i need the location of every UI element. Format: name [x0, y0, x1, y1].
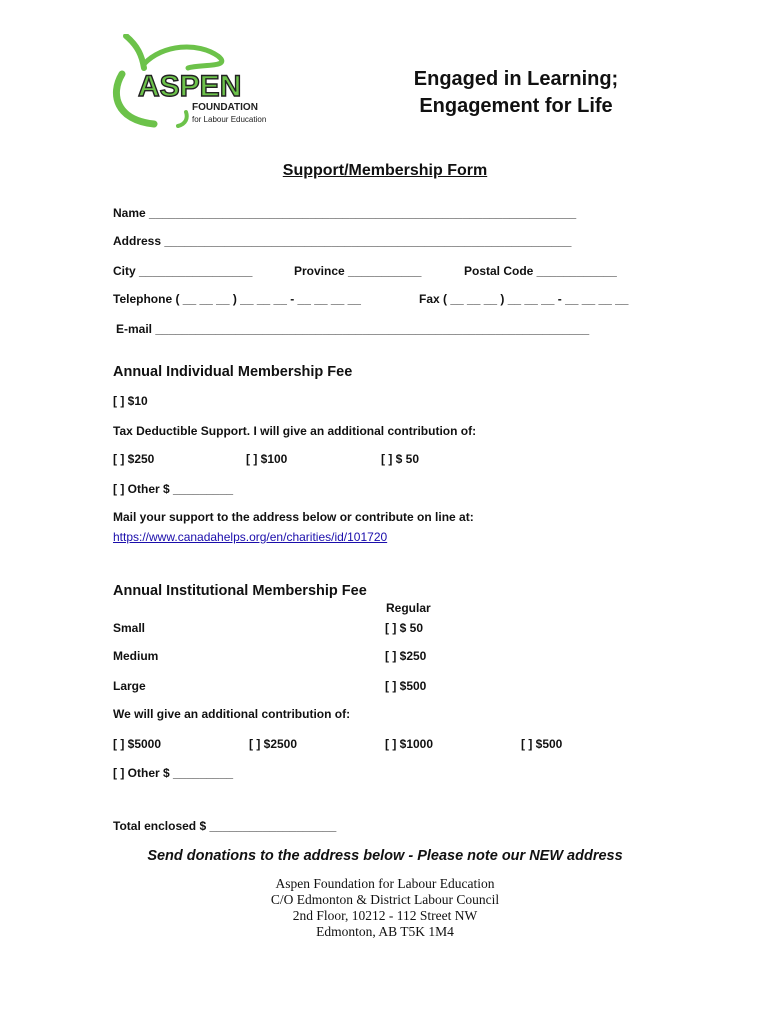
large-fee-checkbox[interactable]: [ ] $500 [385, 679, 427, 693]
small-fee-checkbox[interactable]: [ ] $ 50 [385, 621, 424, 635]
mail-support-text: Mail your support to the address below or contribute on line at: [113, 510, 474, 524]
regular-column-label: Regular [386, 601, 431, 615]
address-line-4: Edmonton, AB T5K 1M4 [316, 924, 454, 939]
contribution-1000-checkbox[interactable]: [ ] $1000 [385, 737, 434, 751]
contribution-250-checkbox[interactable]: [ ] $250 [113, 452, 155, 466]
tagline-line2: Engagement for Life [419, 95, 613, 117]
contribution-100-checkbox[interactable]: [ ] $100 [246, 452, 288, 466]
size-medium-label: Medium [113, 649, 159, 663]
province-field[interactable]: Province ___________ [294, 264, 422, 278]
individual-fee-checkbox[interactable]: [ ] $10 [113, 394, 148, 408]
address-line-1: Aspen Foundation for Labour Education [275, 876, 495, 891]
city-field[interactable]: City _________________ [113, 264, 253, 278]
tagline [360, 66, 672, 120]
send-donations-heading: Send donations to the address below - Please note our NEW address [147, 848, 623, 864]
fax-field[interactable]: Fax ( __ __ __ ) __ __ __ - __ __ __ __ [419, 292, 629, 306]
logo-name: ASPEN [138, 70, 242, 103]
email-field[interactable]: E-mail _________________________________________________________________ [116, 322, 590, 336]
tax-deductible-text: Tax Deductible Support. I will give an additional contribution of: [113, 424, 477, 438]
institutional-other-field[interactable]: [ ] Other $ _________ [113, 766, 234, 780]
contribution-5000-checkbox[interactable]: [ ] $5000 [113, 737, 162, 751]
address-field[interactable]: Address _____________________________________________________________ [113, 234, 572, 248]
aspen-logo [108, 34, 268, 130]
contribution-500-checkbox[interactable]: [ ] $500 [521, 737, 563, 751]
contribution-2500-checkbox[interactable]: [ ] $2500 [249, 737, 298, 751]
canadahelps-link[interactable]: https://www.canadahelps.org/en/charities/id/101720 [113, 530, 388, 544]
aspen-leaf-icon [108, 34, 268, 130]
postal-code-field[interactable]: Postal Code ____________ [464, 264, 617, 278]
name-field[interactable]: Name ________________________________________________________________ [113, 206, 577, 220]
contribution-50-checkbox[interactable]: [ ] $ 50 [381, 452, 420, 466]
address-line-3: 2nd Floor, 10212 - 112 Street NW [292, 908, 478, 923]
logo-line1: FOUNDATION [192, 102, 258, 113]
tagline-line1: Engaged in Learning; [413, 68, 619, 90]
medium-fee-checkbox[interactable]: [ ] $250 [385, 649, 427, 663]
institutional-heading: Annual Institutional Membership Fee [113, 583, 367, 599]
individual-heading: Annual Individual Membership Fee [113, 364, 353, 380]
size-small-label: Small [113, 621, 146, 635]
total-enclosed-field[interactable]: Total enclosed $ ___________________ [113, 819, 337, 833]
telephone-field[interactable]: Telephone ( __ __ __ ) __ __ __ - __ __ __ __ [113, 292, 361, 306]
address-line-2: C/O Edmonton & District Labour Council [270, 892, 500, 907]
form-title: Support/Membership Form [282, 162, 488, 179]
size-large-label: Large [113, 679, 146, 693]
mailing-address [0, 876, 770, 940]
individual-other-field[interactable]: [ ] Other $ _________ [113, 482, 234, 496]
logo-line2: for Labour Education [192, 115, 267, 124]
institutional-contribution-text: We will give an additional contribution of: [113, 707, 351, 721]
